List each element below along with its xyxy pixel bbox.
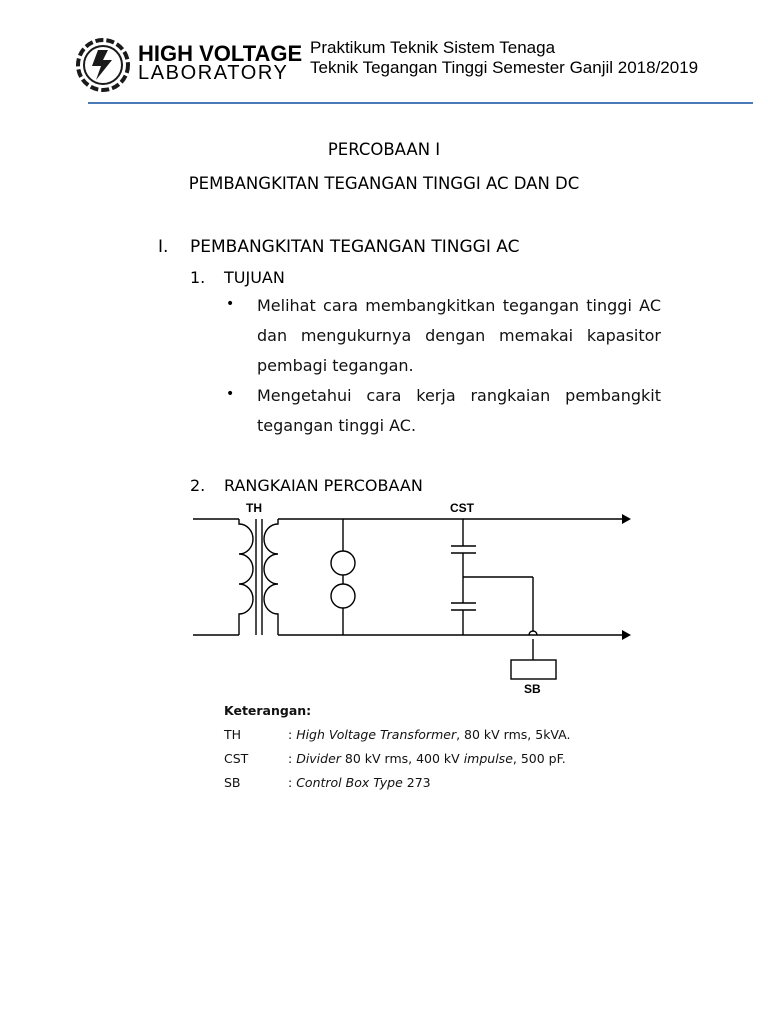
logo-line2: LABORATORY — [138, 62, 289, 84]
keterangan-abbr-sb: SB — [224, 775, 241, 790]
keterangan-title: Keterangan: — [224, 703, 312, 718]
bullet-icon: • — [226, 386, 235, 402]
header-line1: Praktikum Teknik Sistem Tenaga — [310, 38, 556, 57]
label-cst: CST — [450, 501, 474, 515]
keterangan-desc-th: : High Voltage Transformer, 80 kV rms, 5kVA. — [288, 727, 571, 742]
page-subtitle: PEMBANGKITAN TEGANGAN TINGGI AC DAN DC — [188, 174, 580, 193]
bullet-icon: • — [226, 296, 235, 312]
label-th: TH — [246, 501, 262, 515]
tujuan-bullet-2: Mengetahui cara kerja rangkaian pembangkit tegangan tinggi AC. — [257, 386, 661, 435]
label-sb: SB — [524, 682, 541, 696]
tujuan-bullet-1: Melihat cara membangkitkan tegangan tinggi AC dan mengukurnya dengan memakai kapasitor pembagi tegangan. — [257, 296, 661, 375]
tujuan-number: 1. — [190, 268, 206, 287]
tujuan-heading: TUJUAN — [224, 268, 285, 287]
keterangan-abbr-th: TH — [224, 727, 242, 742]
keterangan-desc-sb: : Control Box Type 273 — [288, 775, 431, 790]
logo-line1: HIGH VOLTAGE — [138, 41, 303, 66]
section-heading: PEMBANGKITAN TEGANGAN TINGGI AC — [190, 237, 520, 257]
keterangan-desc-cst: : Divider 80 kV rms, 400 kV impulse, 500 pF. — [288, 751, 566, 766]
rangkaian-heading: RANGKAIAN PERCOBAAN — [224, 476, 423, 495]
keterangan-abbr-cst: CST — [224, 751, 249, 766]
header-line2: Teknik Tegangan Tinggi Semester Ganjil 2018/2019 — [310, 58, 699, 77]
section-number: I. — [158, 237, 169, 257]
rangkaian-number: 2. — [190, 476, 206, 495]
page-title: PERCOBAAN I — [327, 140, 441, 159]
